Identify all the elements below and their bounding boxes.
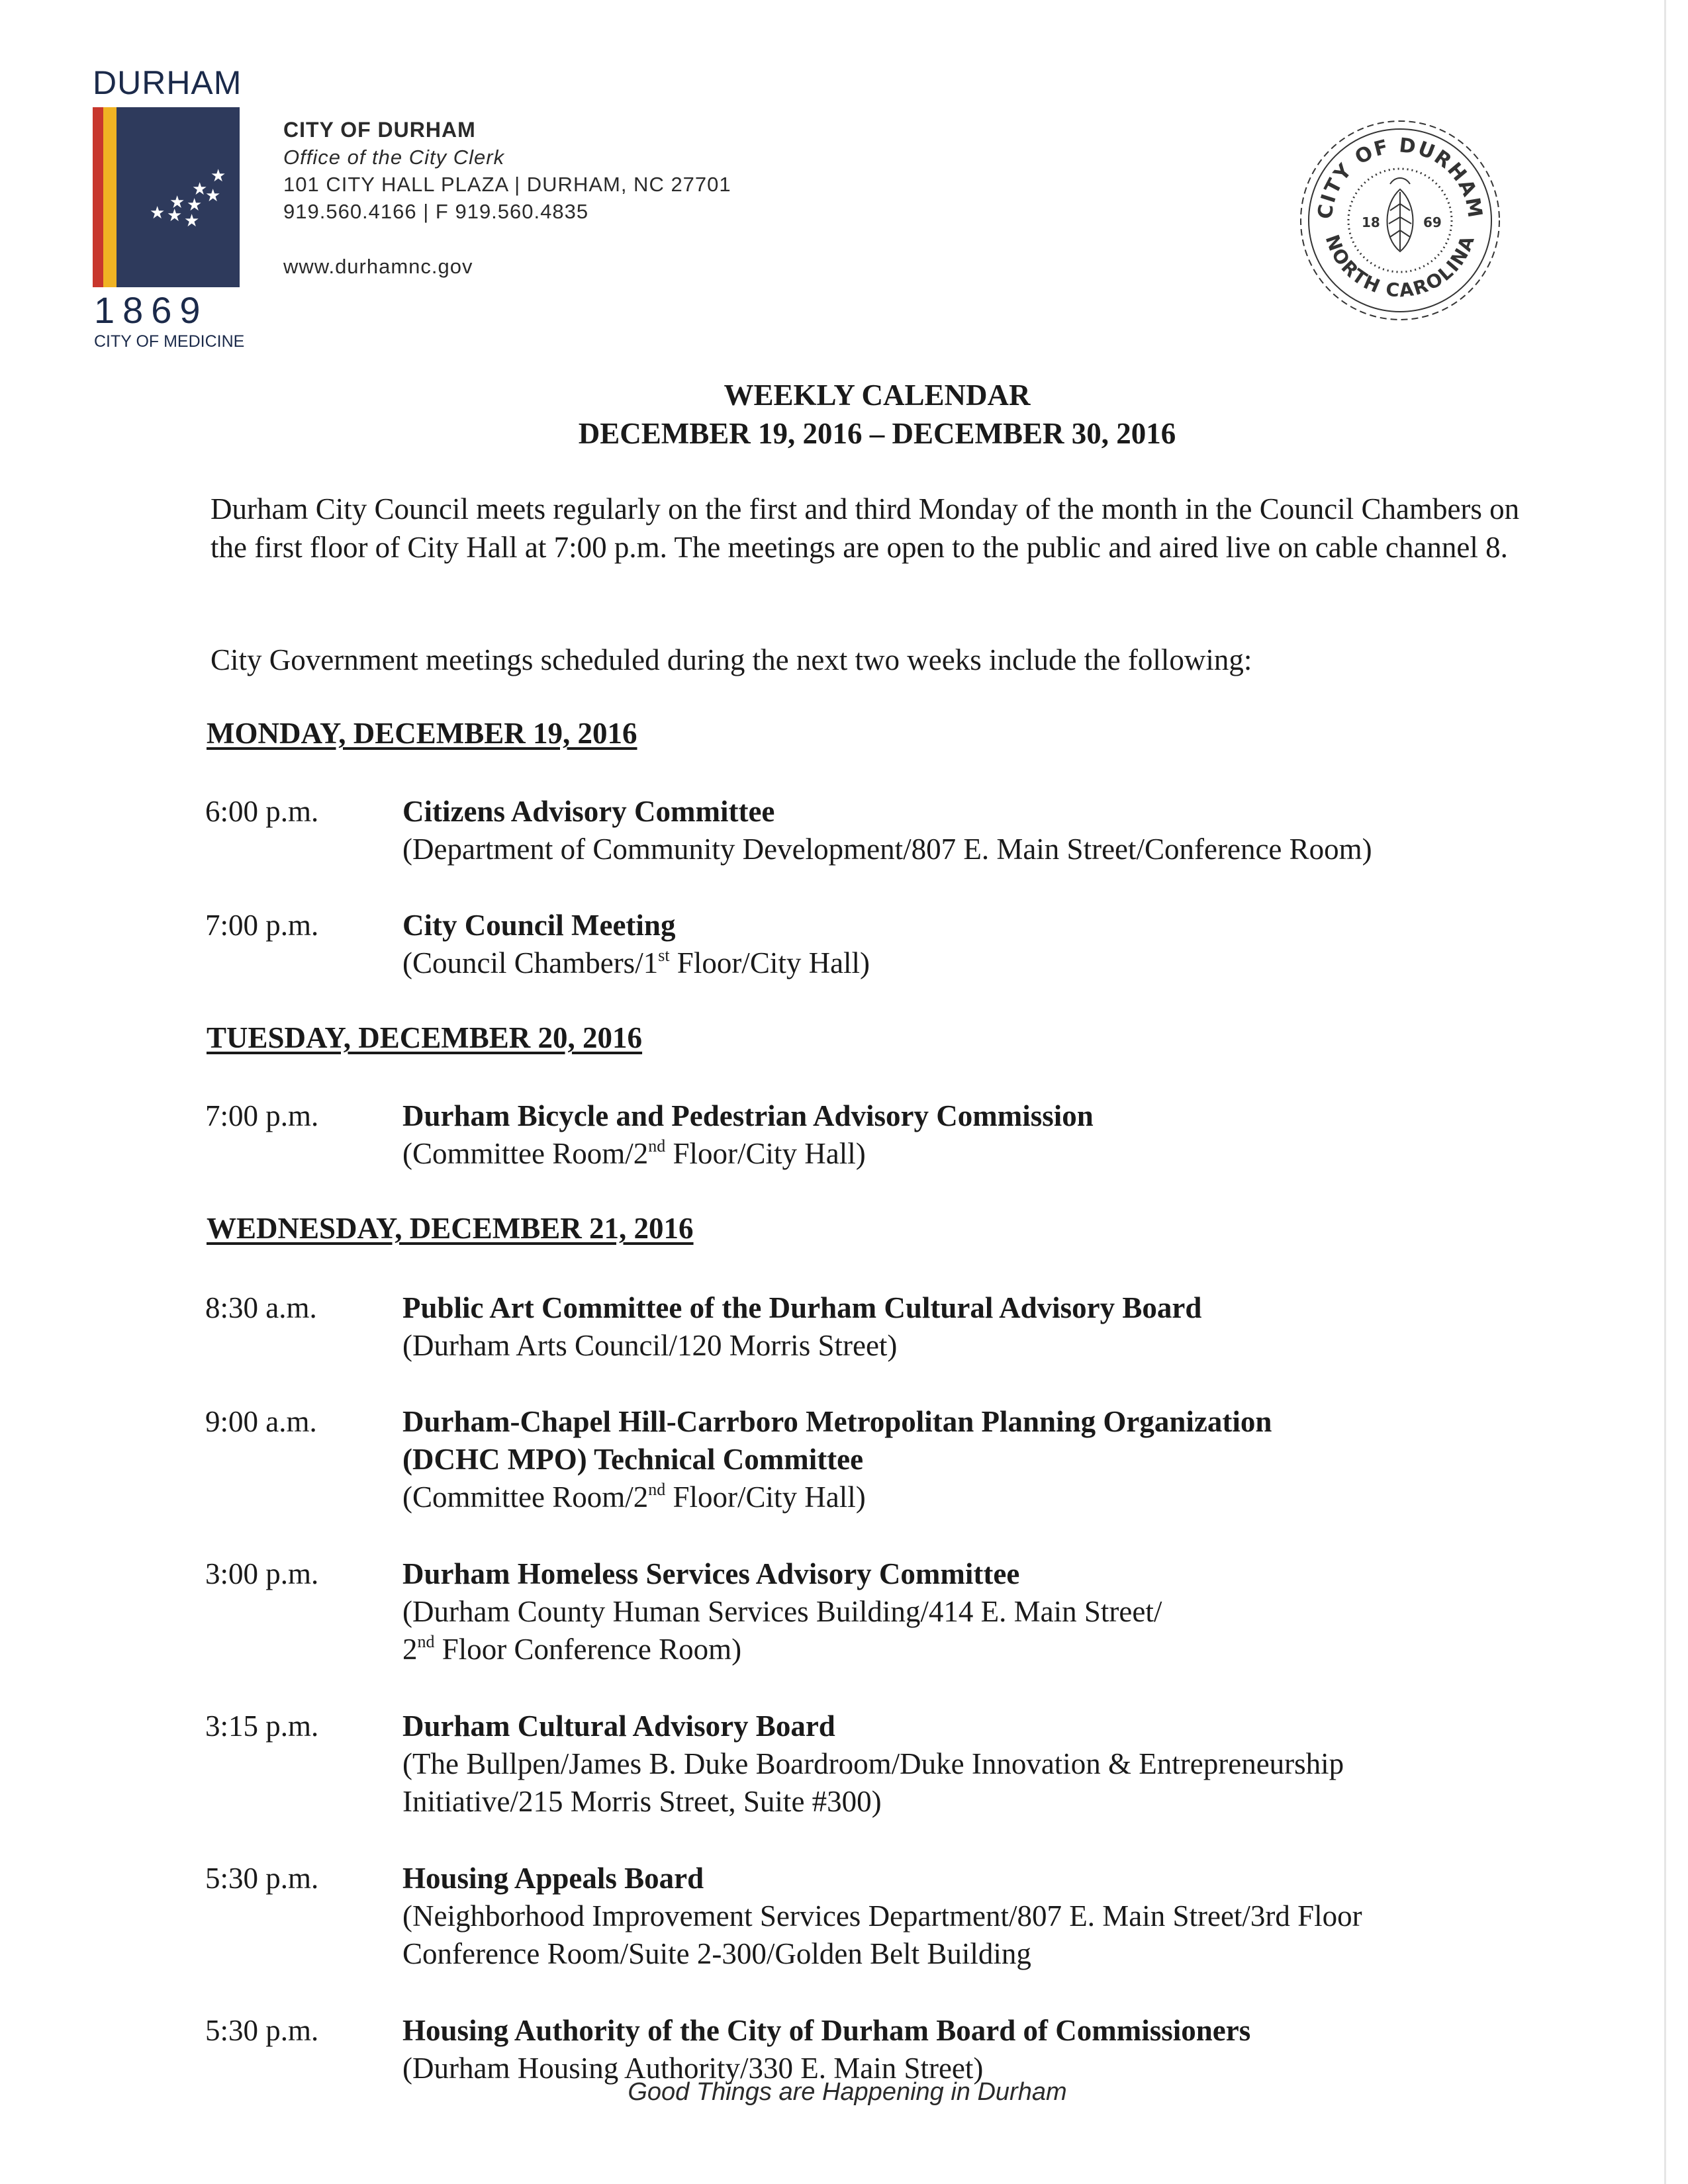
event-name: Durham Cultural Advisory Board: [402, 1709, 835, 1743]
location-text: Floor/City Hall): [665, 1137, 866, 1170]
day-heading-tuesday: TUESDAY, DECEMBER 20, 2016: [207, 1021, 643, 1054]
event-name: Durham-Chapel Hill-Carrboro Metropolitan Planning Organization: [402, 1405, 1272, 1438]
day-heading-monday: MONDAY, DECEMBER 19, 2016: [207, 717, 637, 750]
letterhead-website: www.durhamnc.gov: [283, 255, 473, 278]
event-name-continued: (DCHC MPO) Technical Committee: [402, 1443, 864, 1476]
svg-text:★: ★: [211, 166, 226, 186]
event-time: 5:30 p.m.: [205, 1862, 319, 1895]
svg-text:★: ★: [184, 211, 200, 231]
ordinal-suffix: st: [658, 946, 670, 965]
svg-text:★: ★: [187, 195, 203, 215]
seal-top-text: CITY OF DURHAM: [1313, 134, 1487, 221]
seal-left-number: 18: [1362, 214, 1380, 230]
event-location: [402, 944, 1660, 982]
durham-logo-flag: [93, 107, 240, 287]
svg-text:★: ★: [192, 179, 208, 199]
location-text: Floor Conference Room): [434, 1633, 742, 1666]
calendar-title: [0, 376, 1688, 453]
event-name: Durham Bicycle and Pedestrian Advisory Commission: [402, 1099, 1094, 1132]
calendar-title-line1: WEEKLY CALENDAR: [724, 379, 1031, 412]
svg-text:★: ★: [205, 186, 221, 206]
event-location-continued: Initiative/215 Morris Street, Suite #300): [402, 1785, 882, 1818]
event-name: Durham Homeless Services Advisory Committee: [402, 1557, 1020, 1590]
event-name: Public Art Committee of the Durham Cultural Advisory Board: [402, 1291, 1202, 1324]
event-location: (Neighborhood Improvement Services Department/807 E. Main Street/3rd Floor: [402, 1899, 1362, 1933]
event-location: [402, 1479, 1660, 1516]
event-location: (Durham County Human Services Building/414 E. Main Street/: [402, 1595, 1162, 1628]
location-text: Floor/City Hall): [665, 1480, 866, 1514]
event-location-continued: [402, 1631, 1660, 1668]
event-time: 9:00 a.m.: [205, 1405, 317, 1438]
event-time: 5:30 p.m.: [205, 2014, 319, 2047]
event-name: Citizens Advisory Committee: [402, 795, 775, 828]
intro-schedule-note: City Government meetings scheduled during the next two weeks include the following:: [211, 643, 1252, 676]
letterhead-office: Office of the City Clerk: [283, 146, 505, 169]
event-name: Housing Authority of the City of Durham Board of Commissioners: [402, 2014, 1251, 2047]
location-text: (Committee Room/2: [402, 1137, 649, 1170]
event-time: 6:00 p.m.: [205, 795, 319, 828]
event-time: 7:00 p.m.: [205, 909, 319, 942]
event-location-continued: Conference Room/Suite 2-300/Golden Belt Building: [402, 1937, 1031, 1970]
letterhead-org: CITY OF DURHAM: [283, 118, 476, 142]
event-time: 3:15 p.m.: [205, 1709, 319, 1743]
svg-text:★: ★: [150, 203, 165, 223]
ordinal-suffix: nd: [417, 1632, 435, 1651]
page-edge-line: [1664, 0, 1666, 2184]
letterhead-phone: 919.560.4166 | F 919.560.4835: [283, 200, 589, 223]
intro-paragraph: Durham City Council meets regularly on the first and third Monday of the month in the Council Chambers on the first floor of City Hall at 7:00 p.m. The meetings are open to the public and aired live on cable channel 8.: [211, 492, 1520, 564]
event-name: City Council Meeting: [402, 909, 676, 942]
footer-tagline: Good Things are Happening in Durham: [628, 2078, 1067, 2106]
logo-year: 1869: [94, 289, 209, 331]
seal-tobacco-leaf-icon: [1387, 178, 1413, 251]
day-heading-wednesday: WEDNESDAY, DECEMBER 21, 2016: [207, 1212, 694, 1245]
event-time: 8:30 a.m.: [205, 1291, 317, 1324]
ordinal-suffix: nd: [648, 1136, 666, 1156]
seal-right-number: 69: [1423, 214, 1442, 230]
location-text: (Council Chambers/1: [402, 946, 659, 979]
event-location: [402, 1135, 1660, 1173]
event-name: Housing Appeals Board: [402, 1862, 704, 1895]
event-location: (Durham Housing Authority/330 E. Main Street): [402, 2052, 984, 2085]
ordinal-suffix: nd: [648, 1480, 666, 1499]
location-text: 2: [402, 1633, 418, 1666]
svg-text:★: ★: [169, 193, 185, 212]
calendar-date-range: DECEMBER 19, 2016 – DECEMBER 30, 2016: [578, 417, 1176, 450]
event-location: (The Bullpen/James B. Duke Boardroom/Duke Innovation & Entrepreneurship: [402, 1747, 1344, 1780]
event-location: (Durham Arts Council/120 Morris Street): [402, 1329, 898, 1362]
city-seal: [1291, 111, 1509, 330]
logo-motto: CITY OF MEDICINE: [94, 332, 245, 351]
logo-wordmark: DURHAM: [93, 64, 242, 101]
location-text: (Committee Room/2: [402, 1480, 649, 1514]
location-text: Floor/City Hall): [669, 946, 870, 979]
event-time: 7:00 p.m.: [205, 1099, 319, 1132]
letterhead-address: 101 CITY HALL PLAZA | DURHAM, NC 27701: [283, 173, 731, 196]
seal-bottom-text: NORTH CAROLINA: [1321, 232, 1479, 302]
letterhead: [283, 116, 731, 280]
event-time: 3:00 p.m.: [205, 1557, 319, 1590]
event-location: (Department of Community Development/807 E. Main Street/Conference Room): [402, 833, 1372, 866]
svg-text:★: ★: [167, 206, 183, 226]
